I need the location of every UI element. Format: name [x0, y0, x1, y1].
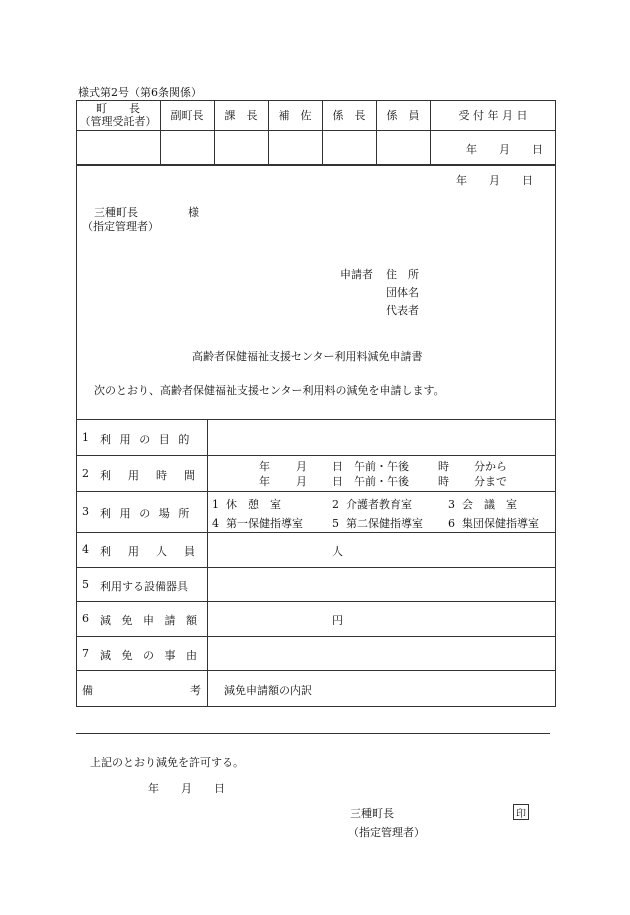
seal-stamp-icon: 印 [513, 804, 529, 820]
option-number: 4 [212, 517, 219, 530]
header-subsection-chief: 係 長 [332, 109, 366, 122]
applicant-representative-label: 代表者 [386, 304, 419, 317]
option-number: 3 [448, 498, 455, 511]
applicant-label: 申請者 [340, 268, 373, 281]
addressee-honorific: 様 [188, 206, 199, 219]
time-month: 月 [296, 475, 307, 488]
row-label: 利用人員 [100, 545, 212, 558]
time-ampm: 午前・午後 [354, 460, 409, 473]
time-minute-to: 分まで [474, 475, 507, 488]
option-name: 会 議 室 [462, 498, 517, 511]
place-option-1[interactable] [212, 496, 281, 512]
row-number: 3 [82, 505, 89, 518]
approval-signer-sub: （指定管理者） [348, 826, 425, 839]
remarks-content[interactable]: 減免申請額の内訳 [224, 684, 312, 697]
approval-statement: 上記のとおり減免を許可する。 [90, 756, 244, 769]
header-section-chief: 課 長 [224, 109, 258, 122]
time-year: 年 [259, 460, 270, 473]
divider [76, 636, 556, 637]
header-mayor-title: 町 長 [96, 102, 140, 115]
approval-date[interactable]: 年 月 日 [148, 782, 225, 795]
purpose-field[interactable] [212, 423, 550, 451]
header-staff: 係 員 [386, 109, 420, 122]
row-label: 利用の場所 [100, 507, 198, 520]
option-name: 第二保健指導室 [346, 517, 423, 530]
row-label: 利用時間 [100, 469, 212, 482]
time-hour: 時 [438, 475, 449, 488]
section-separator [76, 733, 550, 734]
row-label: 減免の事由 [100, 649, 208, 662]
divider [207, 419, 208, 707]
row-number: 5 [82, 578, 89, 591]
row-label [100, 431, 200, 447]
remarks-label-start: 備 [82, 684, 93, 697]
addressee-name: 三種町長 [94, 206, 138, 219]
place-option-4[interactable] [212, 515, 303, 531]
divider [76, 130, 556, 131]
amount-field[interactable] [212, 605, 322, 632]
time-hour: 時 [438, 460, 449, 473]
header-received-date: 受 付 年 月 日 [458, 109, 528, 122]
time-day: 日 [332, 460, 343, 473]
equipment-field[interactable] [212, 571, 550, 598]
time-year: 年 [259, 475, 270, 488]
option-name: 集団保健指導室 [462, 517, 539, 530]
row-number: 1 [82, 431, 89, 444]
row-number: 7 [82, 647, 89, 660]
divider [76, 532, 556, 533]
option-number: 6 [448, 517, 455, 530]
remarks-label-end: 考 [190, 684, 201, 697]
amount-unit: 円 [332, 614, 343, 627]
approval-signer: 三種町長 [350, 807, 394, 820]
reason-field[interactable] [212, 640, 550, 667]
time-ampm: 午前・午後 [354, 475, 409, 488]
row-number: 4 [82, 543, 89, 556]
place-option-2[interactable] [332, 496, 412, 512]
divider [76, 567, 556, 568]
header-assistant: 補 佐 [278, 109, 312, 122]
header-deputy-mayor: 副町長 [170, 109, 204, 122]
option-number: 2 [332, 498, 339, 511]
option-name: 休 憩 室 [226, 498, 281, 511]
form-title: 高齢者保健福祉支援センター利用料減免申請書 [192, 350, 423, 363]
place-option-5[interactable] [332, 515, 423, 531]
received-date-field[interactable]: 年 月 日 [466, 143, 543, 156]
intro-text: 次のとおり、高齢者保健福祉支援センター利用料の減免を申請します。 [94, 384, 445, 397]
applicant-group-label: 団体名 [386, 286, 419, 299]
people-unit: 人 [332, 545, 343, 558]
applicant-address-label: 住 所 [386, 268, 419, 281]
header-mayor [76, 100, 160, 130]
divider [76, 601, 556, 602]
row-label: 利用する設備器具 [100, 580, 188, 593]
people-field[interactable] [212, 536, 322, 563]
application-date[interactable]: 年 月 日 [456, 174, 533, 187]
divider [76, 419, 556, 420]
row-label: 減免申請額 [100, 614, 208, 627]
time-minute-from: 分から [474, 460, 507, 473]
row-number: 6 [82, 612, 89, 625]
option-name: 介護者教育室 [346, 498, 412, 511]
option-number: 1 [212, 498, 219, 511]
option-number: 5 [332, 517, 339, 530]
header-mayor-sub: （管理受託者） [79, 115, 157, 128]
divider [76, 491, 556, 492]
form-label: 様式第2号（第6条関係） [78, 86, 202, 99]
place-option-6[interactable] [448, 515, 539, 531]
divider [76, 455, 556, 456]
place-option-3[interactable] [448, 496, 517, 512]
addressee-sub: （指定管理者） [82, 220, 159, 233]
option-name: 第一保健指導室 [226, 517, 303, 530]
time-month: 月 [296, 460, 307, 473]
row-number: 2 [82, 467, 89, 480]
row-label-text: 利用の目的 [100, 433, 198, 446]
time-day: 日 [332, 475, 343, 488]
divider [76, 670, 556, 671]
